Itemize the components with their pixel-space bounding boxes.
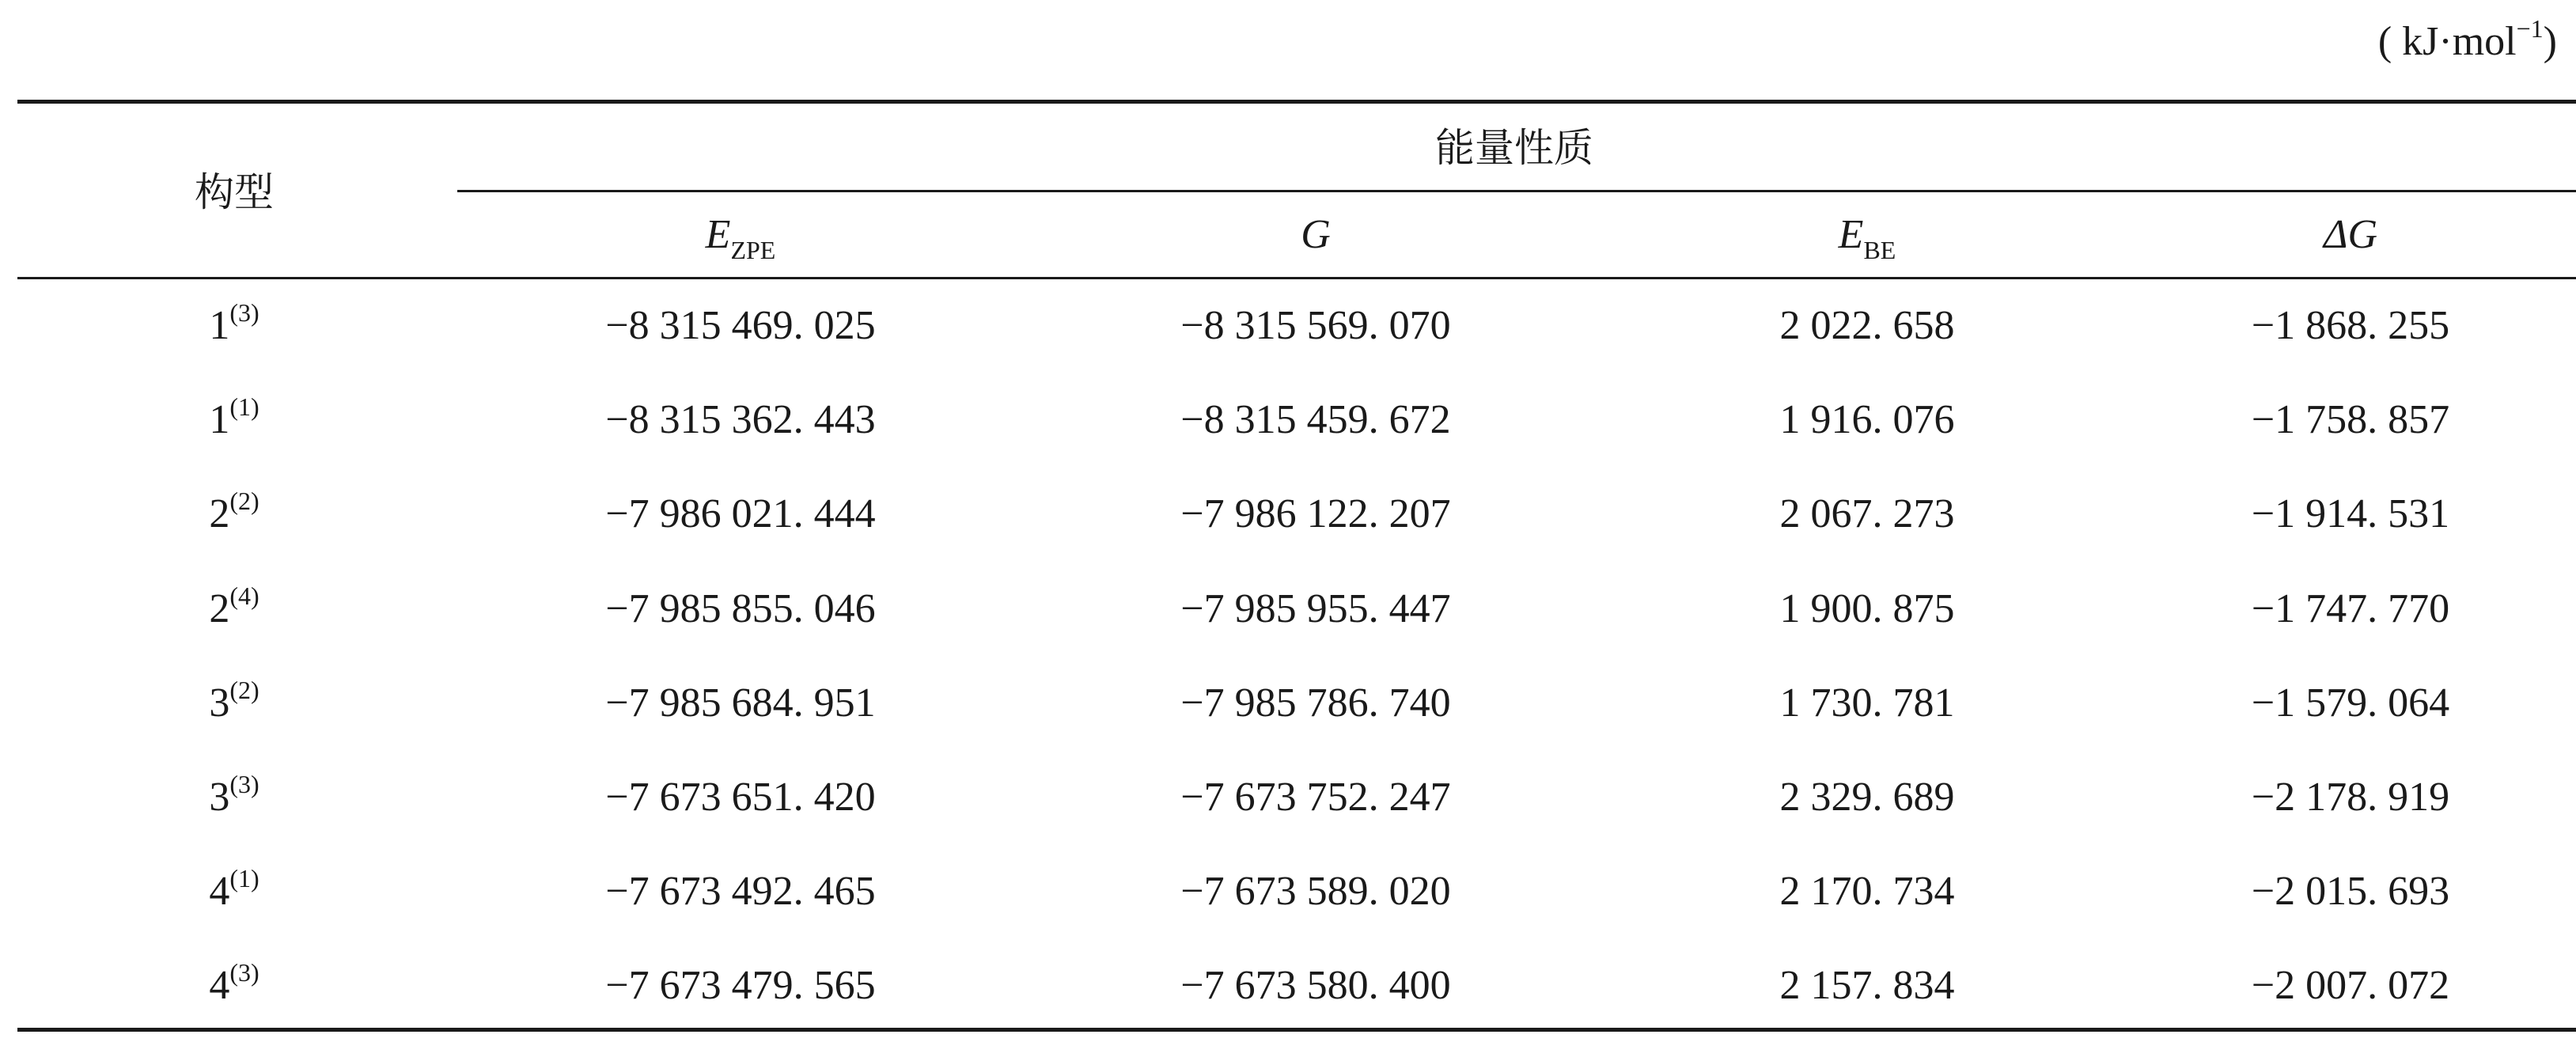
config-superscript: (3) <box>229 770 259 798</box>
config-number: 4 <box>209 869 230 914</box>
row-header: 构型 <box>195 169 274 215</box>
column-header-main: E <box>1838 212 1864 257</box>
column-header-ezpe <box>706 207 776 263</box>
row-config-label <box>209 770 259 825</box>
table-cell: −7 673 580. 400 <box>1180 963 1451 1008</box>
table-cell: −7 673 492. 465 <box>605 869 876 914</box>
table-cell: −2 178. 919 <box>2251 775 2450 820</box>
table-cell: −7 673 589. 020 <box>1180 869 1451 914</box>
column-header-ebe <box>1839 207 1896 263</box>
table-cell: −1 868. 255 <box>2251 303 2450 348</box>
unit-note <box>2378 14 2557 70</box>
table-bottom-rule <box>17 1028 2576 1032</box>
table-cell: −1 747. 770 <box>2251 586 2450 631</box>
table-top-rule <box>17 100 2576 104</box>
config-number: 3 <box>209 680 230 726</box>
config-number: 4 <box>209 963 230 1008</box>
column-header-delta-g <box>2324 207 2377 263</box>
config-superscript: (1) <box>229 864 259 892</box>
config-superscript: (2) <box>229 487 259 515</box>
table-cell: −7 985 955. 447 <box>1180 586 1451 631</box>
config-number: 3 <box>209 775 230 820</box>
header-bottom-rule <box>17 277 2576 279</box>
row-config-label <box>209 676 259 731</box>
row-config-label <box>209 582 259 637</box>
table-cell: 2 329. 689 <box>1779 775 1955 820</box>
table-cell: −7 673 479. 565 <box>605 963 876 1008</box>
column-header-main: G <box>1301 212 1331 257</box>
table-cell: 2 157. 834 <box>1779 963 1955 1008</box>
row-config-label <box>209 487 259 542</box>
table-cell: 2 067. 273 <box>1779 491 1955 536</box>
column-header-main: E <box>705 212 731 257</box>
row-config-label <box>209 958 259 1014</box>
table-cell: −8 315 459. 672 <box>1180 397 1451 442</box>
table-cell: −7 673 651. 420 <box>605 775 876 820</box>
row-config-label <box>209 864 259 919</box>
table-cell: −7 985 855. 046 <box>605 586 876 631</box>
column-header-main: ΔG <box>2323 212 2378 257</box>
config-superscript: (4) <box>229 582 259 610</box>
table-cell: −1 579. 064 <box>2251 680 2450 726</box>
column-header-sub: ZPE <box>730 236 776 264</box>
table-cell: 1 916. 076 <box>1779 397 1955 442</box>
table-cell: −8 315 362. 443 <box>605 397 876 442</box>
unit-suffix: ) <box>2543 19 2557 64</box>
row-config-label <box>209 392 259 448</box>
unit-exponent: −1 <box>2516 14 2544 43</box>
table-cell: 1 730. 781 <box>1779 680 1955 726</box>
table-cell: −2 007. 072 <box>2251 963 2450 1008</box>
column-header-g <box>1301 207 1331 263</box>
table-cell: −7 985 684. 951 <box>605 680 876 726</box>
table-cell: 2 170. 734 <box>1779 869 1955 914</box>
unit-prefix: ( kJ·mol <box>2377 19 2517 64</box>
table-cell: −7 986 122. 207 <box>1180 491 1451 536</box>
table-cell: 2 022. 658 <box>1779 303 1955 348</box>
table-cell: −8 315 569. 070 <box>1180 303 1451 348</box>
row-config-label <box>209 298 259 354</box>
table-cell: −1 914. 531 <box>2251 491 2450 536</box>
group-header-rule <box>457 190 2576 192</box>
table-cell: −2 015. 693 <box>2251 869 2450 914</box>
config-number: 1 <box>209 397 230 442</box>
group-header: 能量性质 <box>1435 125 1593 171</box>
config-superscript: (3) <box>229 298 259 327</box>
config-number: 1 <box>209 303 230 348</box>
config-superscript: (2) <box>229 676 259 704</box>
table-cell: −7 673 752. 247 <box>1180 775 1451 820</box>
config-number: 2 <box>209 586 230 631</box>
table-cell: −7 985 786. 740 <box>1180 680 1451 726</box>
table-cell: −8 315 469. 025 <box>605 303 876 348</box>
config-number: 2 <box>209 491 230 536</box>
config-superscript: (1) <box>229 392 259 421</box>
table-cell: 1 900. 875 <box>1779 586 1955 631</box>
table-cell: −7 986 021. 444 <box>605 491 876 536</box>
column-header-sub: BE <box>1863 236 1896 264</box>
table-cell: −1 758. 857 <box>2251 397 2450 442</box>
config-superscript: (3) <box>229 958 259 987</box>
